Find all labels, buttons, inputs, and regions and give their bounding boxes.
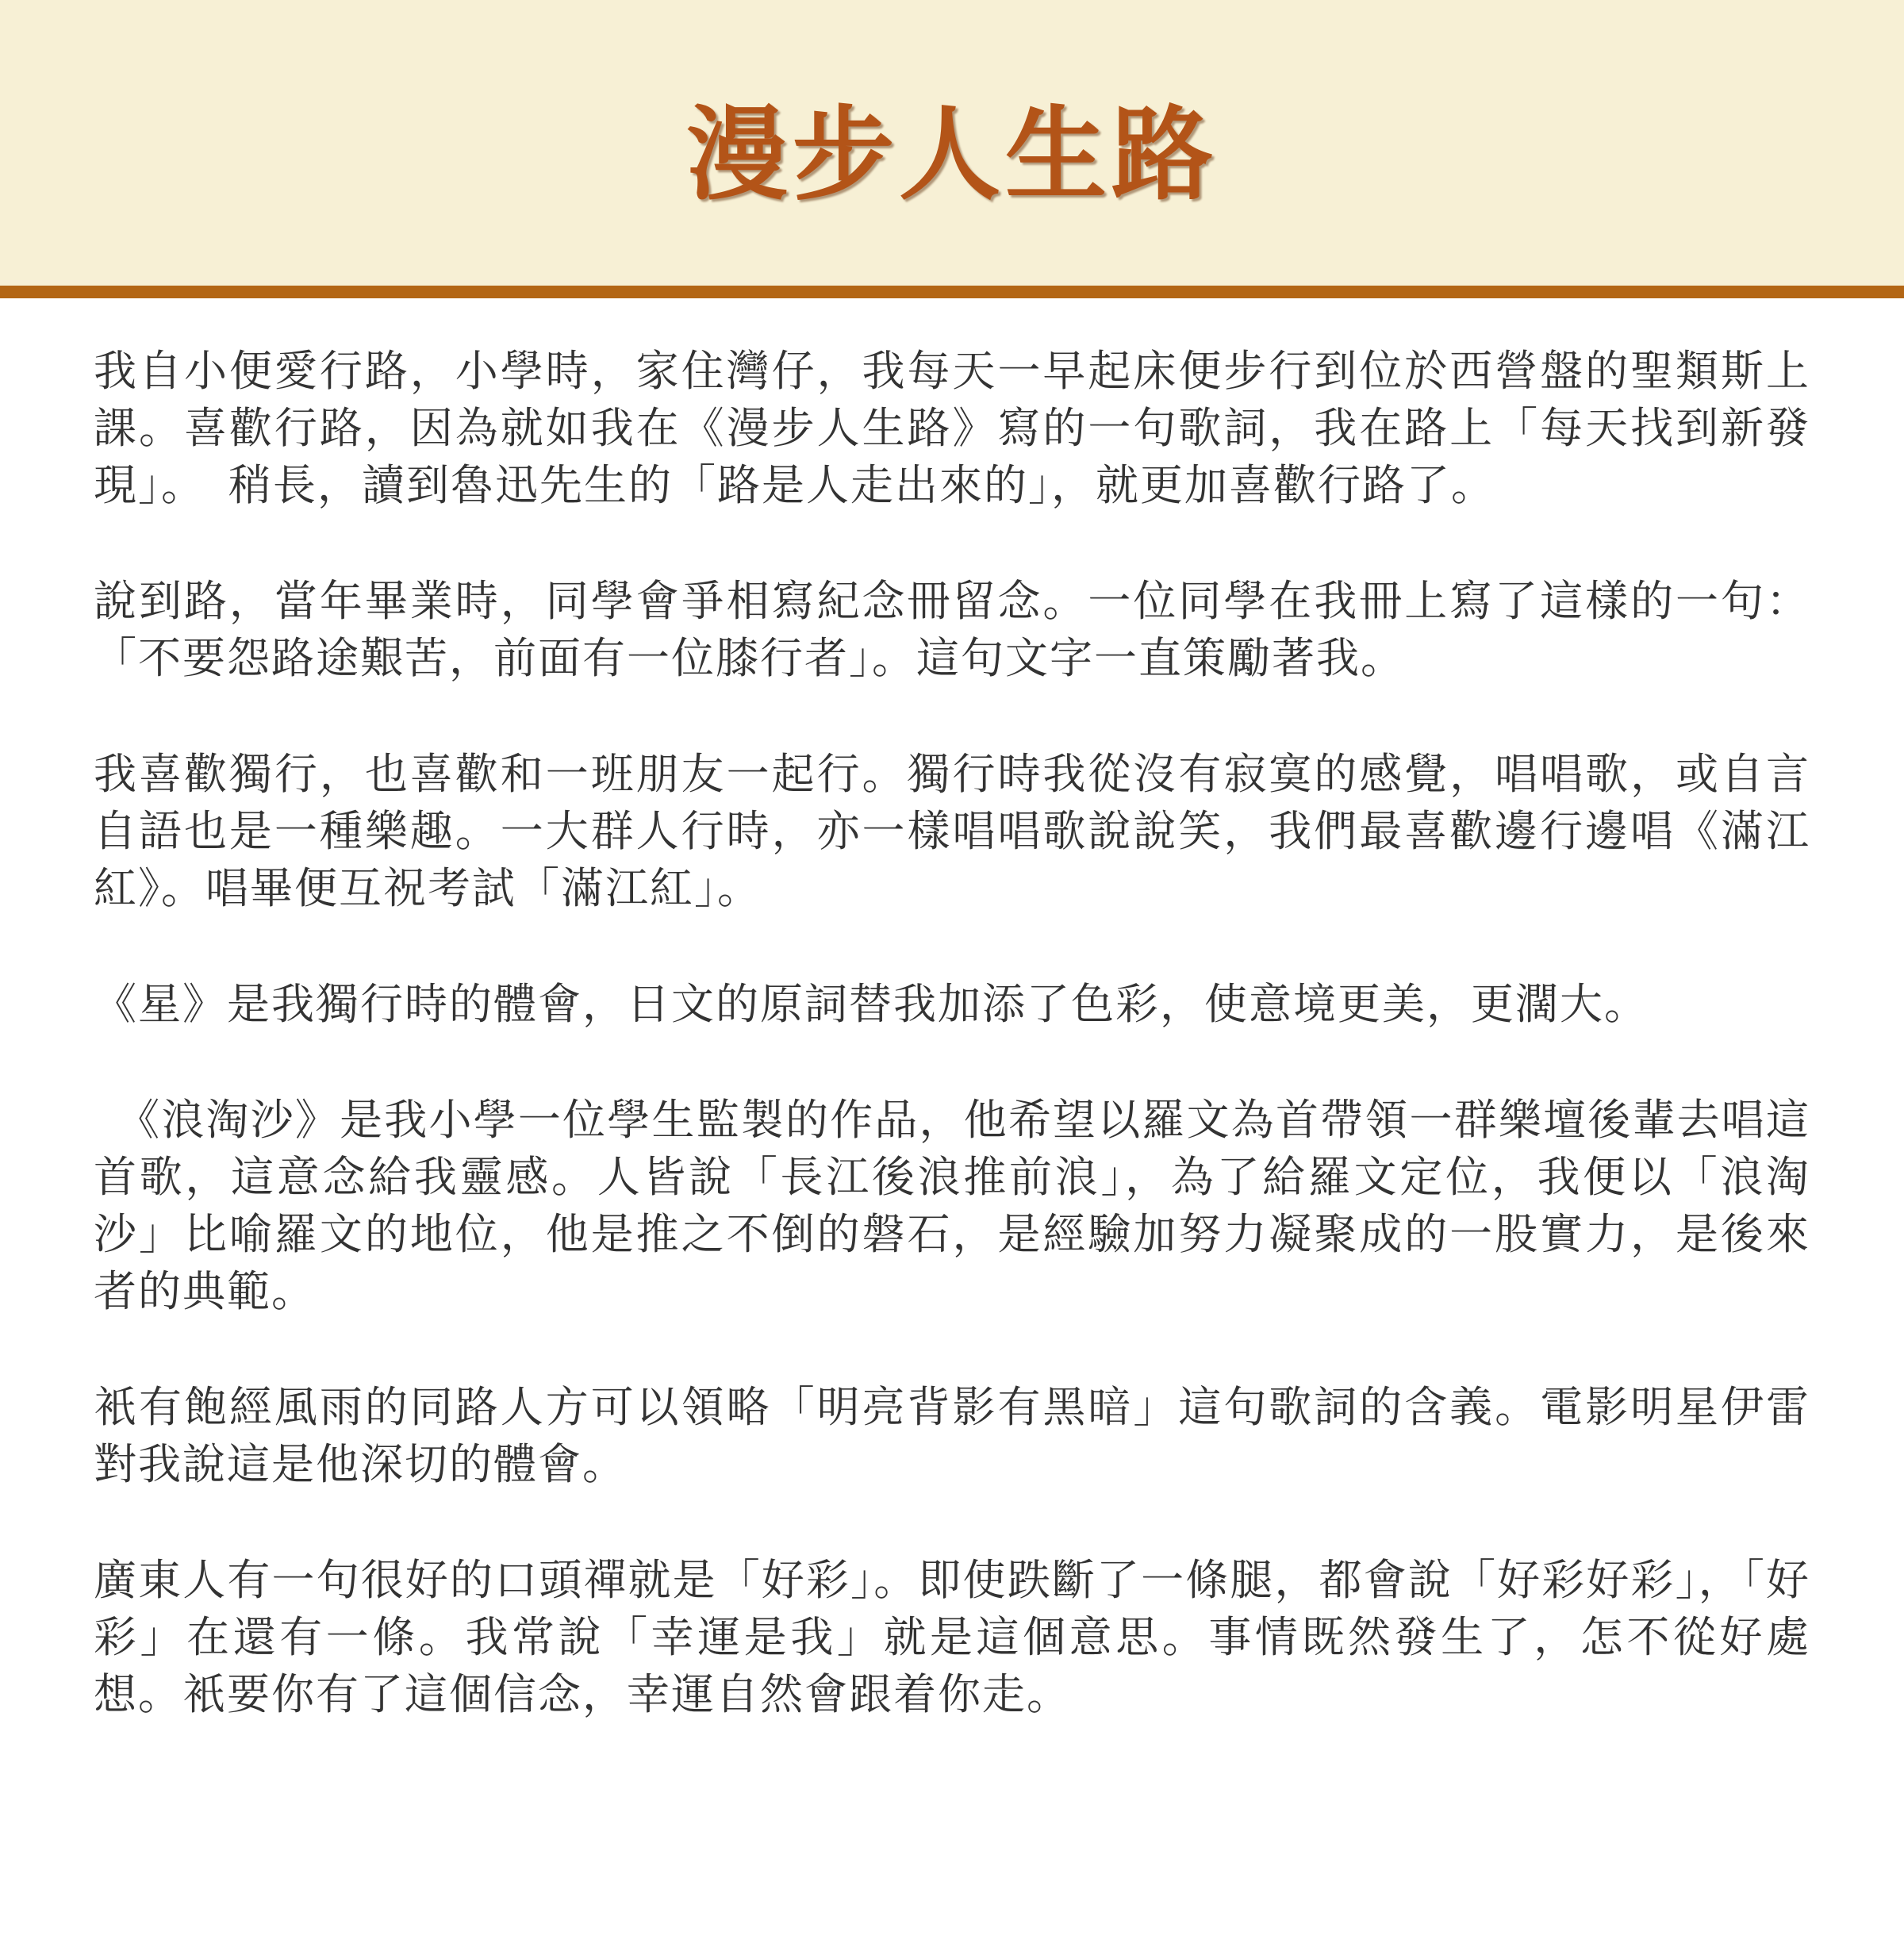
paragraph-4: 《星》是我獨行時的體會，日文的原詞替我加添了色彩，使意境更美，更濶大。 (94, 979, 1649, 1029)
paragraph-6: 衹有飽經風雨的同路人方可以領略「明亮背影有黑暗」這句歌詞的含義。電影明星伊雷對我說這是他深切的體會。 (94, 1382, 1810, 1489)
page-title: 漫步人生路 (685, 95, 1218, 214)
article-body (94, 343, 1810, 1782)
paragraph-3: 我喜歡獨行，也喜歡和一班朋友一起行。獨行時我從沒有寂寞的感覺，唱唱歌，或自言自語也是一種樂趣。一大群人行時，亦一樣唱唱歌說說笑，我們最喜歡邊行邊唱《滿江紅》。唱畢便互祝考試「滿江紅」。 (94, 749, 1810, 913)
title-banner (0, 0, 1904, 286)
paragraph-1: 我自小便愛行路，小學時，家住灣仔，我每天一早起床便步行到位於西營盤的聖類斯上課。喜歡行路，因為就如我在《漫步人生路》寫的一句歌詞，我在路上「每天找到新發現」。 稍長，讀到魯迅先生的「路是人走出來的」，就更加喜歡行路了。 (94, 346, 1810, 510)
header-divider (0, 286, 1904, 298)
paragraph-7: 廣東人有一句很好的口頭禪就是「好彩」。即使跌斷了一條腿，都會說「好彩好彩」，「好彩」在還有一條。我常說「幸運是我」就是這個意思。事情既然發生了，怎不從好處想。衹要你有了這個信念，幸運自然會跟着你走。 (94, 1555, 1810, 1719)
paragraph-2: 說到路，當年畢業時，同學會爭相寫紀念冊留念。一位同學在我冊上寫了這樣的一句：「不要怨路途艱苦，前面有一位膝行者」。這句文字一直策勵著我。 (94, 576, 1810, 683)
paragraph-5: 《浪淘沙》是我小學一位學生監製的作品，他希望以羅文為首帶領一群樂壇後輩去唱這首歌，這意念給我靈感。人皆說「長江後浪推前浪」，為了給羅文定位，我便以「浪淘沙」比喻羅文的地位，他是推之不倒的磐石，是經驗加努力凝聚成的一股實力，是後來者的典範。 (94, 1095, 1810, 1316)
